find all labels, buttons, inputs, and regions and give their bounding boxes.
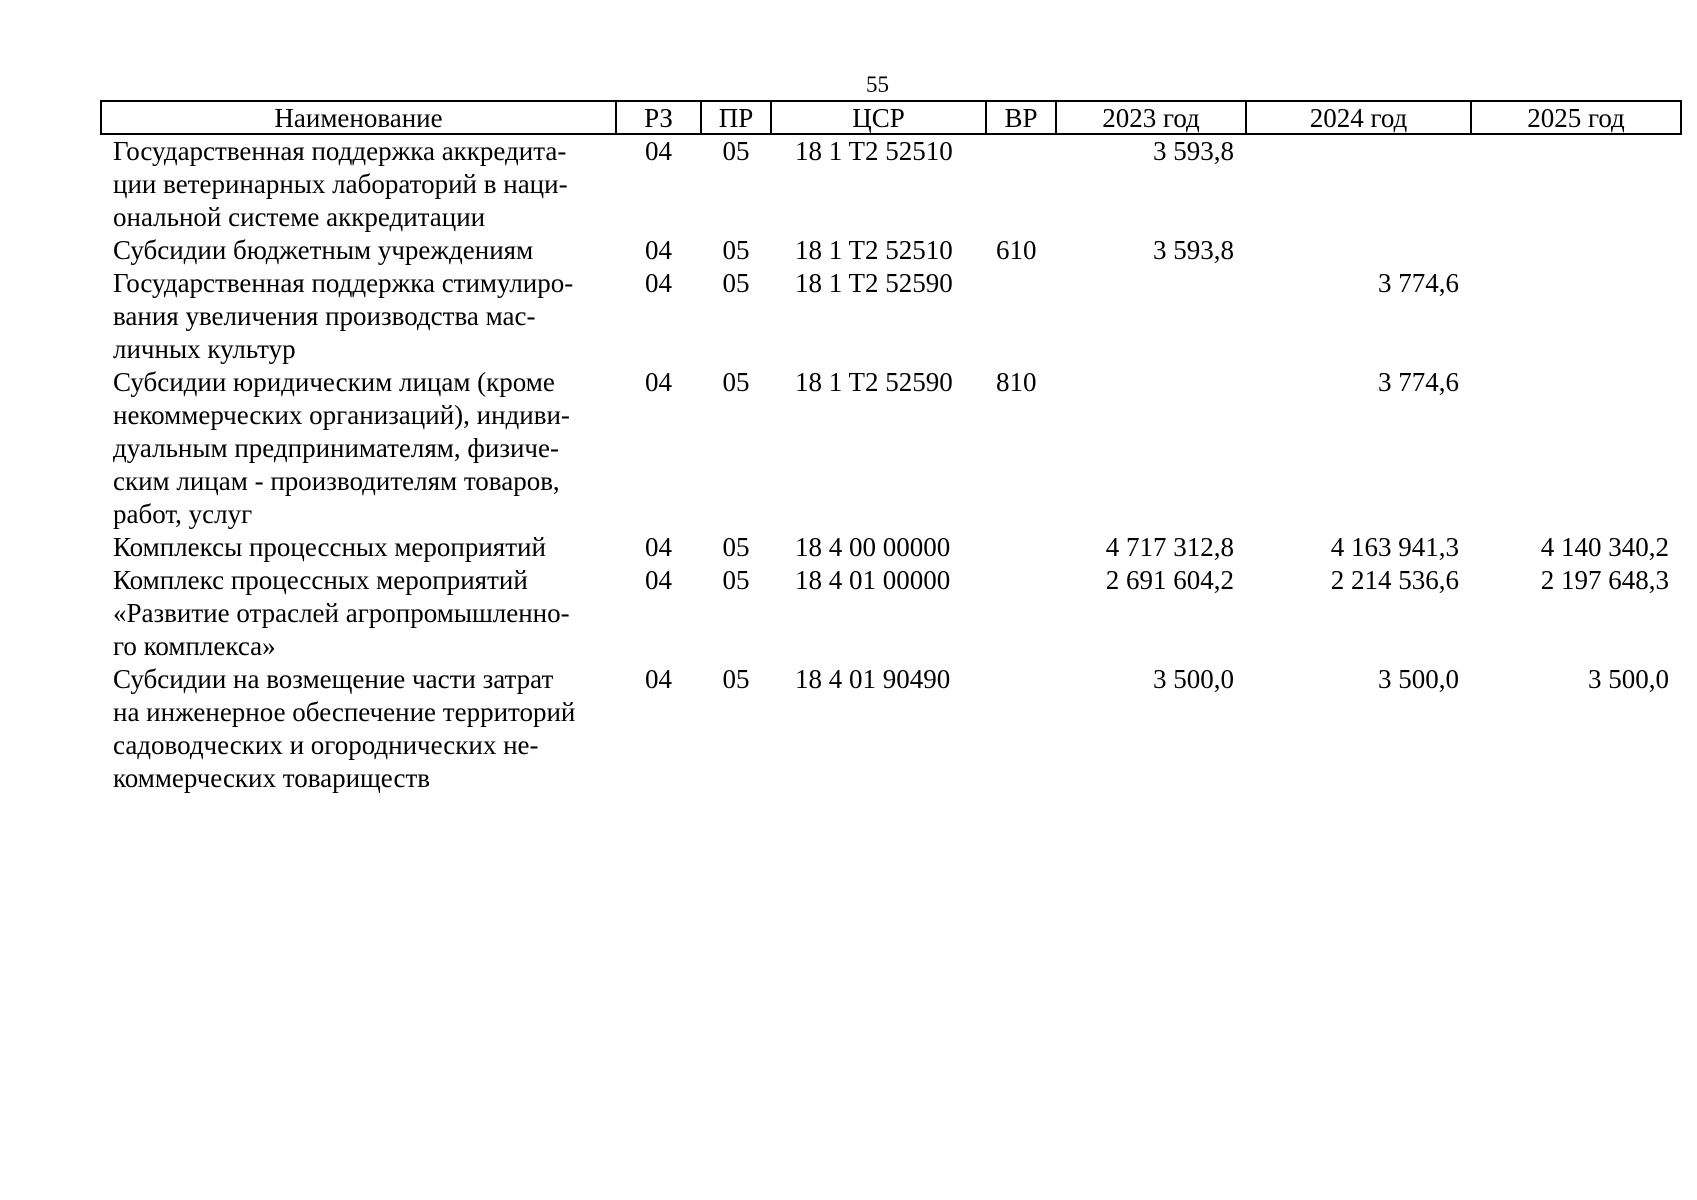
row-2025: [1471, 134, 1681, 234]
row-name-line: на инженерное обеспечение территорий: [113, 697, 576, 727]
row-vr: [986, 134, 1056, 234]
row-2024: 3 500,0: [1378, 664, 1459, 694]
row-vr: [986, 267, 1056, 366]
table-row: [101, 663, 1681, 795]
row-csr: 18 1 T2 52510: [795, 235, 953, 265]
row-name-line: Комплексы процессных мероприятий: [113, 532, 546, 562]
row-pr: 05: [722, 268, 750, 298]
row-2024: 2 214 536,6: [1330, 565, 1459, 595]
header-2025: 2025 год: [1471, 101, 1681, 134]
row-rz: 04: [645, 367, 672, 397]
row-name: [101, 366, 616, 531]
row-vr: 810: [996, 367, 1037, 397]
row-csr: 18 4 01 90490: [795, 664, 951, 694]
row-name: [101, 663, 616, 795]
row-2025: [1471, 366, 1681, 531]
header-rz: РЗ: [616, 101, 701, 134]
row-2025: [1471, 234, 1681, 267]
row-name-line: го комплекса»: [113, 631, 276, 661]
row-csr: 18 4 00 00000: [795, 532, 951, 562]
row-rz: 04: [645, 235, 672, 265]
row-name-line: ции ветеринарных лабораторий в наци-: [113, 169, 568, 199]
row-name-line: Субсидии на возмещение части затрат: [113, 664, 554, 694]
row-vr: [986, 663, 1056, 795]
row-rz: 04: [645, 532, 672, 562]
header-name: Наименование: [101, 101, 616, 134]
header-csr: ЦСР: [771, 101, 986, 134]
row-pr: 05: [722, 532, 750, 562]
row-vr: [986, 564, 1056, 663]
row-name-line: вания увеличения производства мас-: [113, 301, 536, 331]
row-name-line: личных культур: [113, 334, 296, 364]
row-rz: 04: [645, 565, 672, 595]
row-name-line: ональной системе аккредитации: [113, 202, 486, 232]
table-row: [101, 531, 1681, 564]
row-name-line: работ, услуг: [113, 499, 253, 529]
row-pr: 05: [722, 367, 750, 397]
row-name-line: садоводческих и огороднических не-: [113, 730, 539, 760]
table-row: [101, 267, 1681, 366]
budget-table: [100, 100, 1682, 795]
page-number: 55: [866, 72, 889, 97]
row-name-line: Государственная поддержка стимулиро-: [113, 268, 574, 298]
row-2023: [1056, 366, 1246, 531]
header-vr: ВР: [986, 101, 1056, 134]
row-2025: [1471, 267, 1681, 366]
row-csr: 18 4 01 00000: [795, 565, 951, 595]
row-2025: 4 140 340,2: [1540, 532, 1669, 562]
row-2023: 3 500,0: [1153, 664, 1234, 694]
table-row: [101, 134, 1681, 234]
row-name: [101, 267, 616, 366]
row-rz: 04: [645, 664, 672, 694]
row-name-line: Субсидии юридическим лицам (кроме: [113, 367, 555, 397]
row-name: [101, 134, 616, 234]
row-name: [101, 564, 616, 663]
row-pr: 05: [722, 565, 750, 595]
row-2024: [1246, 134, 1471, 234]
row-2024: 3 774,6: [1378, 367, 1459, 397]
header-2023: 2023 год: [1056, 101, 1246, 134]
table-row: [101, 564, 1681, 663]
row-name-line: Государственная поддержка аккредита-: [113, 136, 567, 166]
row-pr: 05: [722, 136, 750, 166]
row-name-line: ским лицам - производителям товаров,: [113, 466, 560, 496]
row-name-line: дуальным предпринимателям, физиче-: [113, 433, 559, 463]
table-row: [101, 366, 1681, 531]
header-pr: ПР: [701, 101, 771, 134]
row-2024: 3 774,6: [1378, 268, 1459, 298]
header-2024: 2024 год: [1246, 101, 1471, 134]
row-name-line: «Развитие отраслей агропромышленно-: [113, 598, 570, 628]
row-2024: 4 163 941,3: [1330, 532, 1459, 562]
row-csr: 18 1 T2 52590: [795, 367, 953, 397]
table-header-row: [101, 101, 1681, 134]
row-2023: 2 691 604,2: [1105, 565, 1234, 595]
row-rz: 04: [645, 136, 672, 166]
row-name: [101, 531, 616, 564]
row-name-line: Субсидии бюджетным учреждениям: [113, 235, 534, 265]
row-2025: 2 197 648,3: [1540, 565, 1669, 595]
row-name: [101, 234, 616, 267]
row-pr: 05: [722, 664, 750, 694]
row-2025: 3 500,0: [1588, 664, 1669, 694]
row-csr: 18 1 T2 52590: [795, 268, 953, 298]
row-2023: 3 593,8: [1153, 235, 1234, 265]
table-row: [101, 234, 1681, 267]
row-name-line: Комплекс процессных мероприятий: [113, 565, 528, 595]
row-rz: 04: [645, 268, 672, 298]
table-body: [101, 134, 1681, 795]
row-2023: 3 593,8: [1153, 136, 1234, 166]
row-name-line: коммерческих товариществ: [113, 763, 430, 793]
row-csr: 18 1 T2 52510: [795, 136, 953, 166]
row-2023: 4 717 312,8: [1105, 532, 1234, 562]
row-2024: [1246, 234, 1471, 267]
row-pr: 05: [722, 235, 750, 265]
row-vr: 610: [996, 235, 1037, 265]
row-vr: [986, 531, 1056, 564]
row-2023: [1056, 267, 1246, 366]
row-name-line: некоммерческих организаций), индиви-: [113, 400, 570, 430]
